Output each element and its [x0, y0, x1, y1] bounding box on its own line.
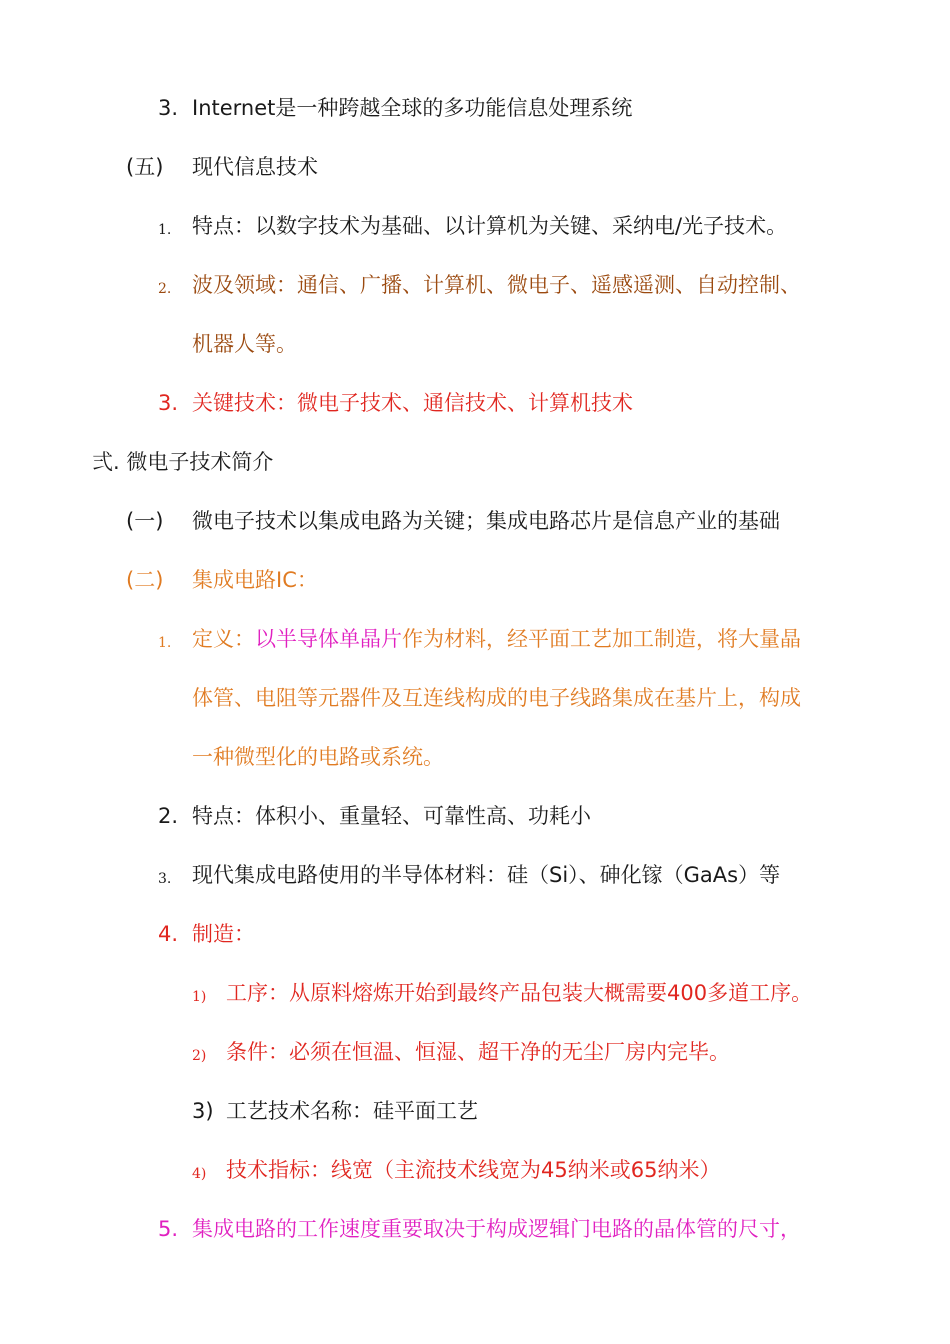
item-text: 现代集成电路使用的半导体材料：硅（Si）、砷化镓（GaAs）等: [192, 863, 781, 887]
item-text: 特点：以数字技术为基础、以计算机为关键、采纳电/光子技术。: [192, 214, 788, 238]
item-number: 3.: [158, 96, 179, 120]
item-text: 关键技术：微电子技术、通信技术、计算机技术: [192, 391, 633, 415]
chapter-title: 弍. 微电子技术简介: [92, 450, 274, 474]
item-text: 体管、电阻等元器件及互连线构成的电子线路集成在基片上，构成: [192, 686, 801, 710]
item-text: 机器人等。: [192, 332, 297, 356]
section-number: (五): [126, 155, 164, 179]
sub-item-text: 工艺技术名称：硅平面工艺: [226, 1099, 478, 1123]
item-number: 5.: [158, 1217, 179, 1241]
sub-item-number: 1): [192, 989, 207, 1005]
section-number: (一): [126, 509, 164, 533]
item-text: 波及领域：通信、广播、计算机、微电子、遥感遥测、自动控制、: [192, 273, 801, 297]
sub-item-text: 工序：从原料熔炼开始到最终产品包装大概需要400多道工序。: [226, 981, 813, 1005]
sub-item-text: 技术指标：线宽（主流技术线宽为45纳米或65纳米）: [226, 1158, 721, 1182]
item-text: 特点：体积小、重量轻、可靠性高、功耗小: [192, 804, 591, 828]
item-text: Internet是一种跨越全球的多功能信息处理系统: [192, 96, 633, 120]
definition-rest: 作为材料，经平面工艺加工制造，将大量晶: [402, 627, 801, 651]
item-text: 一种微型化的电路或系统。: [192, 745, 444, 769]
sub-item-number: 4): [192, 1166, 207, 1182]
section-number: (二): [126, 568, 164, 592]
item-number: 2.: [158, 804, 179, 828]
item-text: [192, 625, 801, 653]
item-number: 2.: [158, 281, 172, 297]
item-number: 1.: [158, 222, 172, 238]
definition-highlight: 以半导体单晶片: [255, 627, 402, 651]
item-text: 制造：: [192, 922, 255, 946]
sub-item-number: 3): [192, 1099, 214, 1123]
item-number: 1.: [158, 635, 172, 651]
section-title: 集成电路IC：: [192, 568, 318, 592]
definition-label: 定义：: [192, 627, 255, 651]
section-title: 微电子技术以集成电路为关键；集成电路芯片是信息产业的基础: [192, 509, 780, 533]
sub-item-text: 条件：必须在恒温、恒湿、超干净的无尘厂房内完毕。: [226, 1040, 730, 1064]
item-number: 3.: [158, 871, 172, 887]
sub-item-number: 2): [192, 1048, 207, 1064]
section-title: 现代信息技术: [192, 155, 318, 179]
item-text: 集成电路的工作速度重要取决于构成逻辑门电路的晶体管的尺寸，: [192, 1217, 801, 1241]
item-number: 3.: [158, 391, 179, 415]
item-number: 4.: [158, 922, 179, 946]
